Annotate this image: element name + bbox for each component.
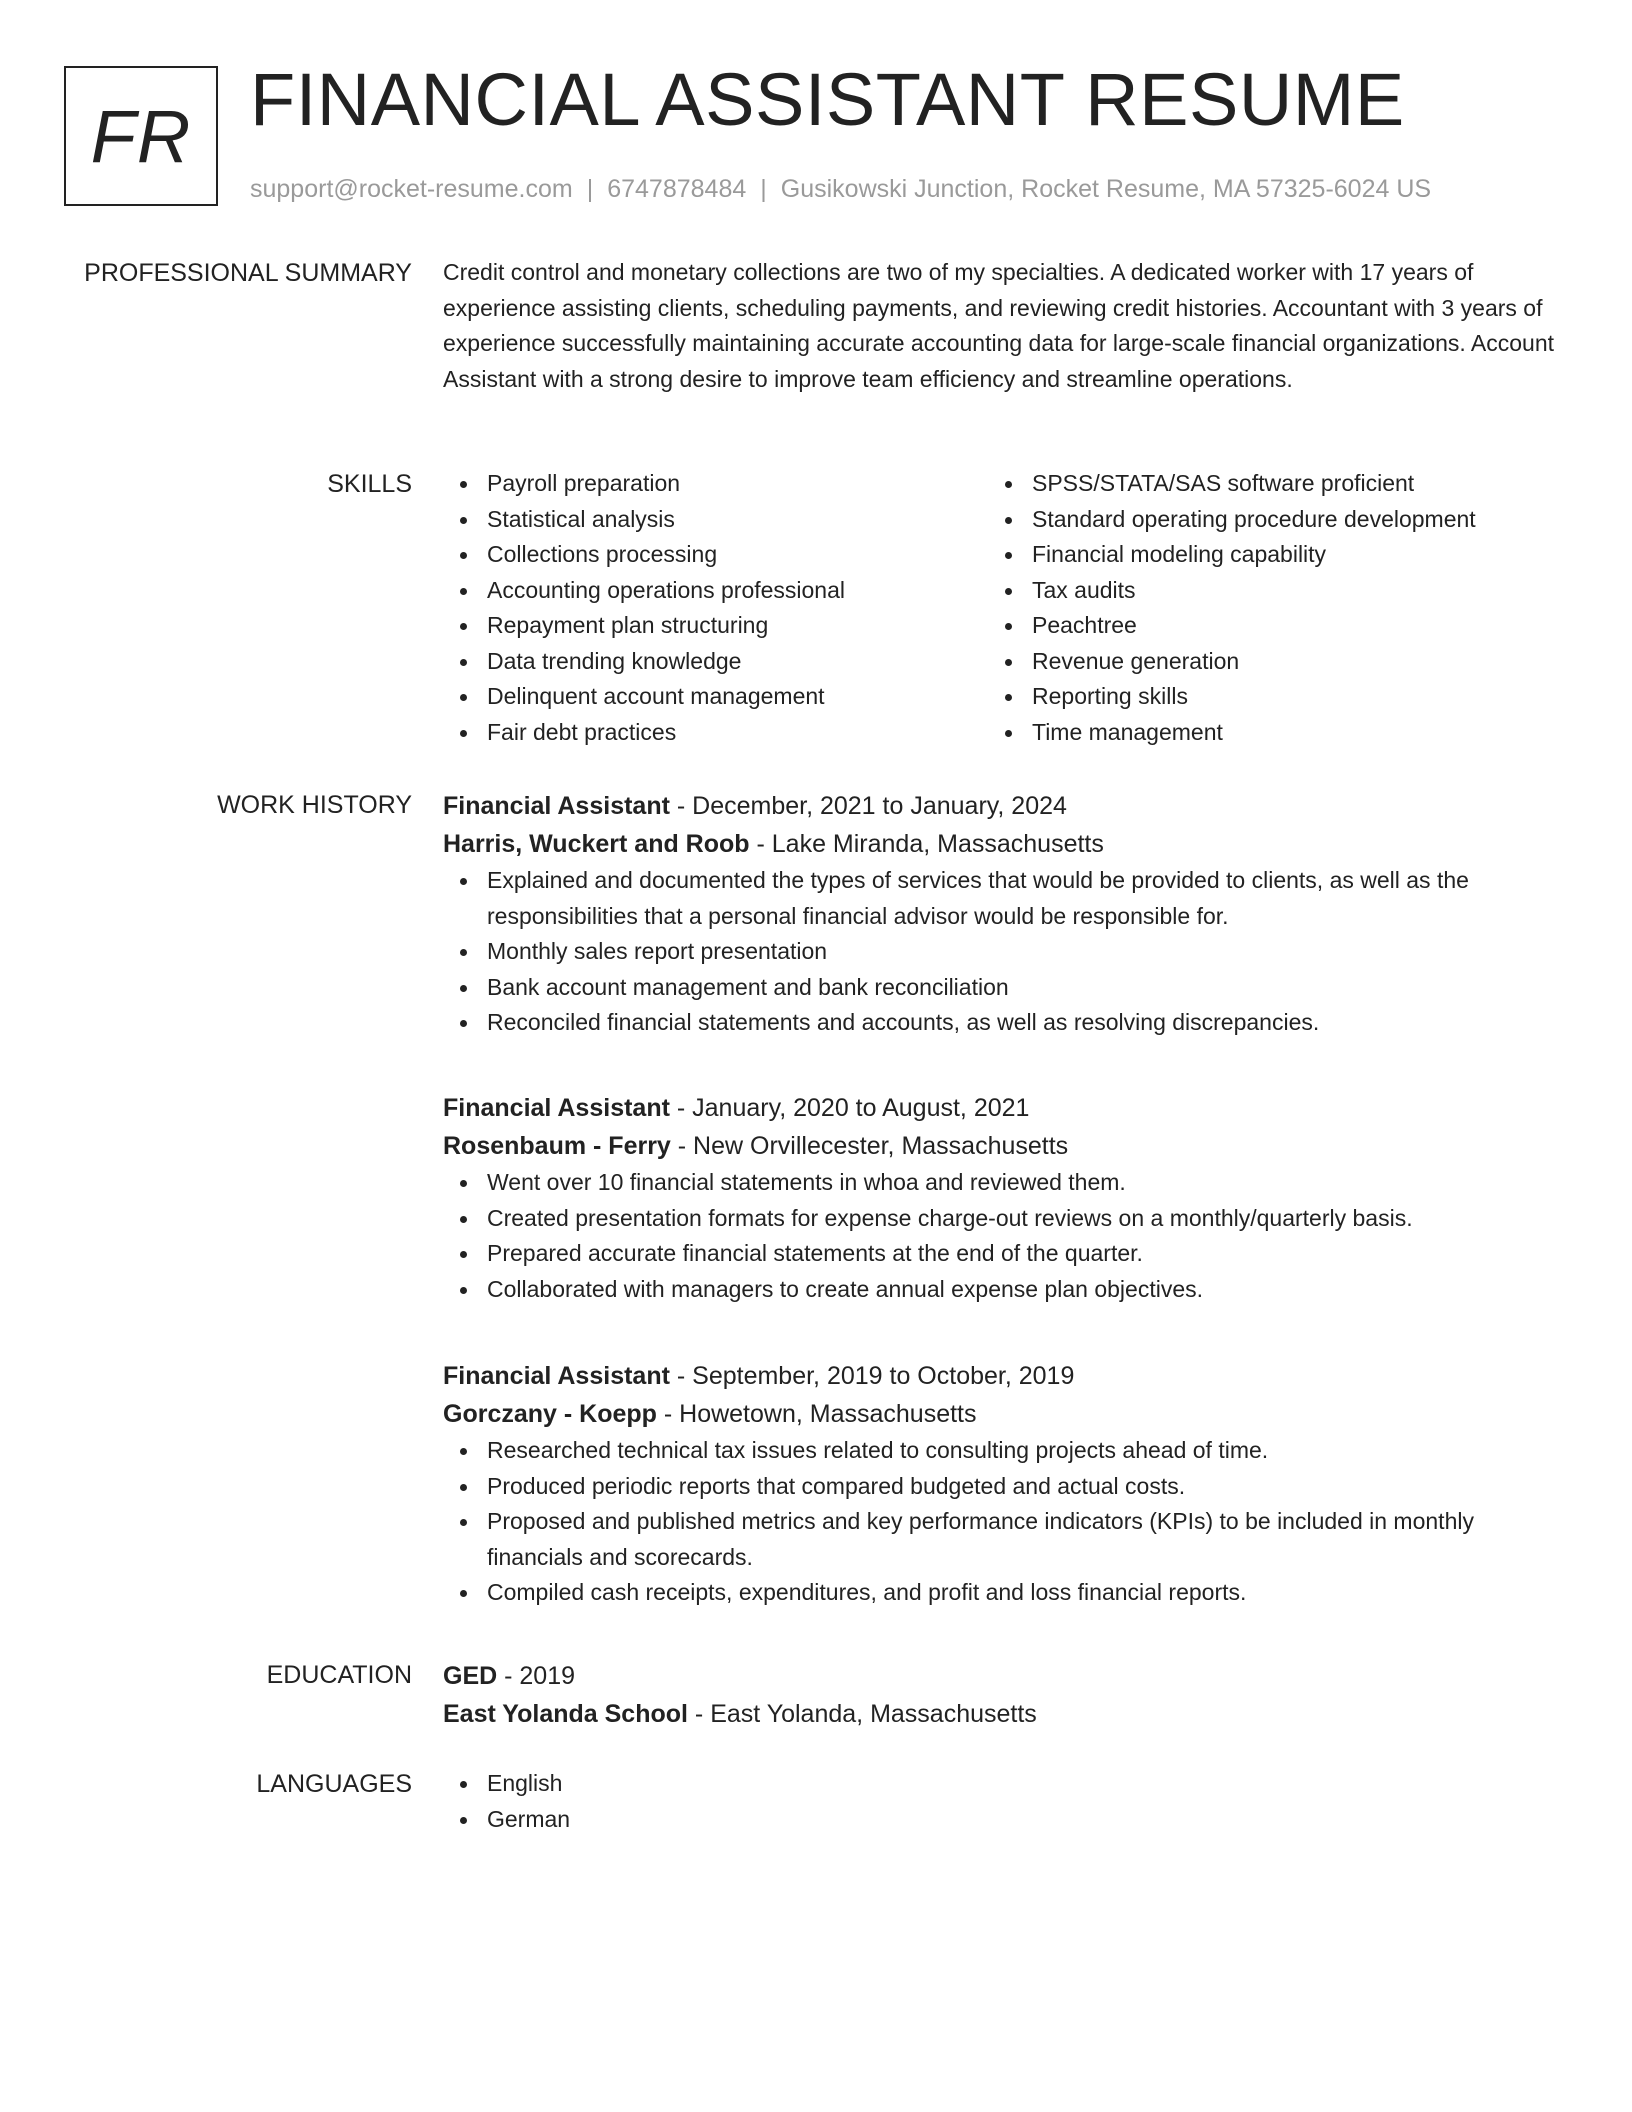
job-bullet: Collaborated with managers to create annual expense plan objectives. bbox=[443, 1272, 1563, 1308]
job-dates: - September, 2019 to October, 2019 bbox=[669, 1362, 1075, 1390]
skill-item: Accounting operations professional bbox=[443, 573, 988, 609]
job-entry bbox=[443, 787, 1563, 1041]
job-entry bbox=[443, 1357, 1563, 1611]
job-location: - New Orvillecester, Massachusetts bbox=[670, 1132, 1069, 1160]
skill-item: Collections processing bbox=[443, 537, 988, 573]
contact-separator: | bbox=[586, 175, 594, 203]
education-entry bbox=[443, 1657, 1563, 1733]
section-label-languages: LANGUAGES bbox=[256, 1770, 412, 1798]
job-title: Financial Assistant bbox=[443, 792, 670, 820]
skill-item: Revenue generation bbox=[988, 644, 1533, 680]
job-entry bbox=[443, 1089, 1563, 1307]
job-bullets bbox=[443, 1433, 1563, 1611]
monogram-box bbox=[64, 66, 218, 206]
skills-column-left bbox=[443, 466, 988, 750]
job-bullet: Monthly sales report presentation bbox=[443, 934, 1563, 970]
job-bullet: Bank account management and bank reconciliation bbox=[443, 970, 1563, 1006]
contact-phone: 6747878484 bbox=[607, 175, 747, 203]
skill-item: Tax audits bbox=[988, 573, 1533, 609]
monogram-initials: FR bbox=[90, 94, 192, 178]
contact-line bbox=[250, 174, 1431, 204]
section-label-work-history: WORK HISTORY bbox=[217, 791, 412, 819]
languages-list bbox=[443, 1766, 1563, 1837]
job-title-line bbox=[443, 1357, 1563, 1395]
contact-separator: | bbox=[760, 175, 767, 203]
skill-item: Delinquent account management bbox=[443, 679, 988, 715]
resume-title: FINANCIAL ASSISTANT RESUME bbox=[250, 58, 1405, 141]
education-degree-line bbox=[443, 1657, 1563, 1695]
skill-item: Standard operating procedure development bbox=[988, 502, 1533, 538]
skills-list bbox=[443, 466, 1563, 750]
education-school-line bbox=[443, 1695, 1563, 1733]
job-company: Harris, Wuckert and Roob bbox=[443, 830, 750, 858]
job-company: Gorczany - Koepp bbox=[443, 1400, 657, 1428]
job-title-line bbox=[443, 1089, 1563, 1127]
skills-column-right bbox=[988, 466, 1533, 750]
job-title-line bbox=[443, 787, 1563, 825]
job-bullet: Compiled cash receipts, expenditures, and profit and loss financial reports. bbox=[443, 1575, 1563, 1611]
skill-item: Repayment plan structuring bbox=[443, 608, 988, 644]
language-item: German bbox=[443, 1802, 1563, 1838]
skill-item: Fair debt practices bbox=[443, 715, 988, 751]
contact-email: support@rocket-resume.com bbox=[250, 175, 573, 203]
education-location: - East Yolanda, Massachusetts bbox=[687, 1700, 1037, 1728]
language-item: English bbox=[443, 1766, 1563, 1802]
skill-item: Peachtree bbox=[988, 608, 1533, 644]
job-location: - Lake Miranda, Massachusetts bbox=[749, 830, 1104, 858]
job-bullet: Reconciled financial statements and accounts, as well as resolving discrepancies. bbox=[443, 1005, 1563, 1041]
languages-bullets bbox=[443, 1766, 1563, 1837]
skill-item: Payroll preparation bbox=[443, 466, 988, 502]
skill-item: Reporting skills bbox=[988, 679, 1533, 715]
job-bullet: Produced periodic reports that compared budgeted and actual costs. bbox=[443, 1469, 1563, 1505]
job-dates: - January, 2020 to August, 2021 bbox=[669, 1094, 1030, 1122]
skill-item: Financial modeling capability bbox=[988, 537, 1533, 573]
job-company-line bbox=[443, 1127, 1563, 1165]
job-bullets bbox=[443, 863, 1563, 1041]
section-label-skills: SKILLS bbox=[327, 470, 412, 498]
job-title: Financial Assistant bbox=[443, 1094, 670, 1122]
skill-item: Data trending knowledge bbox=[443, 644, 988, 680]
contact-address: Gusikowski Junction, Rocket Resume, MA 57325-6024 US bbox=[780, 175, 1432, 203]
education-degree: GED bbox=[443, 1662, 498, 1690]
job-bullet: Went over 10 financial statements in whoa and reviewed them. bbox=[443, 1165, 1563, 1201]
skill-item: Statistical analysis bbox=[443, 502, 988, 538]
skill-item: SPSS/STATA/SAS software proficient bbox=[988, 466, 1533, 502]
job-bullet: Proposed and published metrics and key performance indicators (KPIs) to be included in monthly financials and scorecards. bbox=[443, 1504, 1563, 1575]
summary-body bbox=[443, 255, 1563, 397]
education-year: - 2019 bbox=[497, 1662, 576, 1690]
job-bullet: Created presentation formats for expense charge-out reviews on a monthly/quarterly basis. bbox=[443, 1201, 1563, 1237]
skill-item: Time management bbox=[988, 715, 1533, 751]
job-bullet: Explained and documented the types of services that would be provided to clients, as well as the responsibilities that a personal financial advisor would be responsible for. bbox=[443, 863, 1563, 934]
job-bullet: Prepared accurate financial statements at the end of the quarter. bbox=[443, 1236, 1563, 1272]
job-bullets bbox=[443, 1165, 1563, 1307]
job-company-line bbox=[443, 825, 1563, 863]
section-label-education: EDUCATION bbox=[266, 1661, 412, 1689]
job-location: - Howetown, Massachusetts bbox=[656, 1400, 977, 1428]
summary-text: Credit control and monetary collections are two of my specialties. A dedicated worker with 17 years of experience assisting clients, scheduling payments, and reviewing credit histories. Accountant with 3 years of experience successfully maintaining accurate accounting data for large-scale financial organizations. Account Assistant with a strong desire to improve team efficiency and streamline operations. bbox=[443, 259, 1555, 392]
section-label-summary: PROFESSIONAL SUMMARY bbox=[84, 259, 412, 287]
job-bullet: Researched technical tax issues related to consulting projects ahead of time. bbox=[443, 1433, 1563, 1469]
job-dates: - December, 2021 to January, 2024 bbox=[669, 792, 1067, 820]
job-title: Financial Assistant bbox=[443, 1362, 670, 1390]
job-company: Rosenbaum - Ferry bbox=[443, 1132, 671, 1160]
job-company-line bbox=[443, 1395, 1563, 1433]
education-school: East Yolanda School bbox=[443, 1700, 688, 1728]
